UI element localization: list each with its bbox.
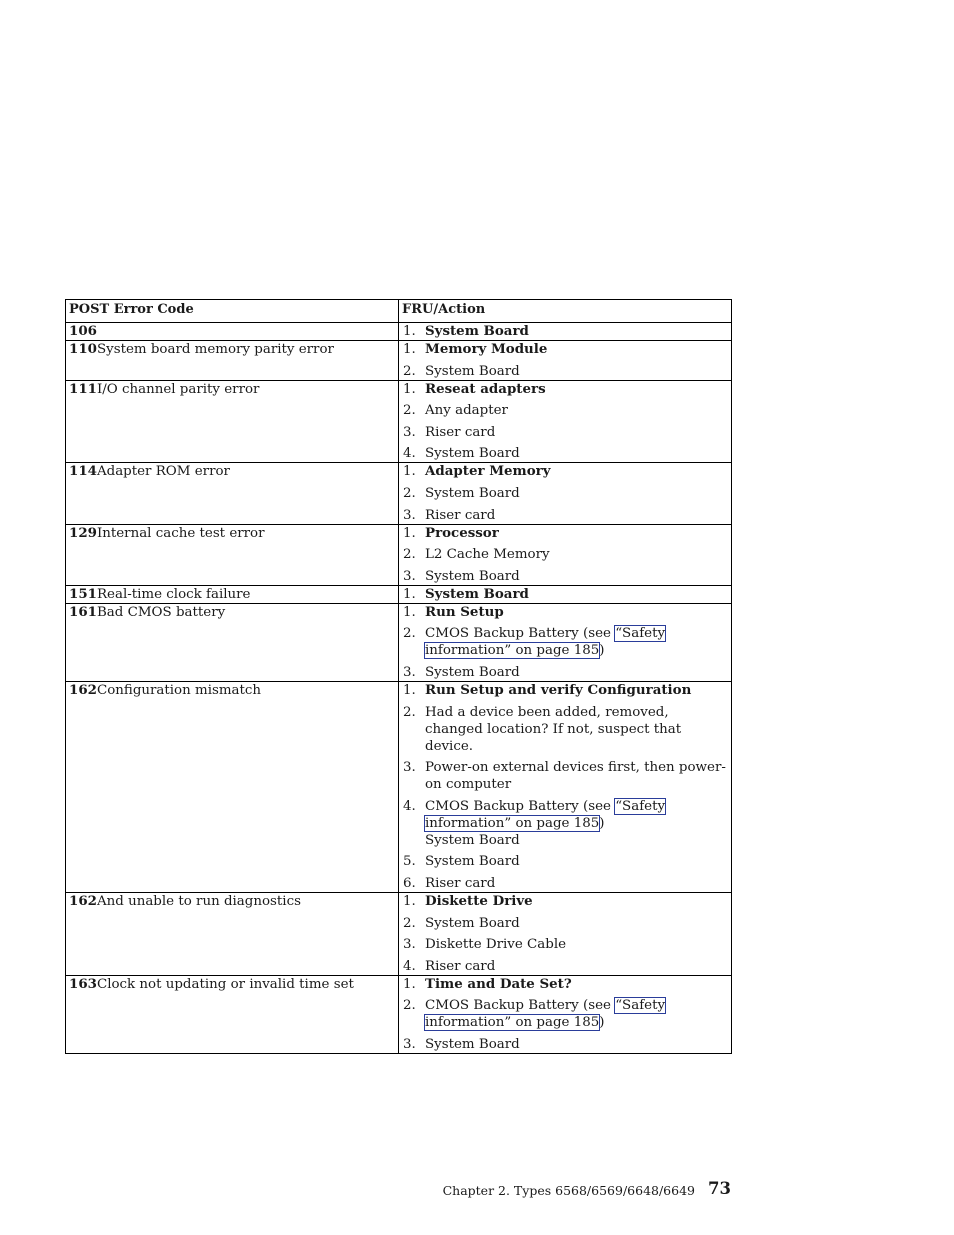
item-label: CMOS Backup Battery (see <box>425 998 616 1014</box>
item-text <box>425 853 728 870</box>
item-label-suffix: ) <box>599 815 605 831</box>
error-code: 106 <box>69 323 97 339</box>
fru-action-list <box>402 976 728 1053</box>
item-text <box>425 625 728 659</box>
item-text <box>425 704 728 755</box>
item-label: Adapter Memory <box>425 463 551 480</box>
item-label: L2 Cache Memory <box>425 547 550 563</box>
list-item <box>402 568 728 585</box>
list-item <box>402 625 728 659</box>
item-label: Diskette Drive <box>425 892 533 909</box>
item-text <box>425 586 728 603</box>
fru-action-cell <box>399 524 732 585</box>
item-number: 2. <box>403 363 416 379</box>
item-text <box>425 958 728 975</box>
list-item <box>402 402 728 419</box>
list-item <box>402 936 728 953</box>
list-item <box>402 463 728 480</box>
item-text <box>425 893 728 910</box>
item-number: 3. <box>403 664 416 680</box>
list-item <box>402 445 728 462</box>
error-code: 129 <box>69 524 97 541</box>
fru-action-cell <box>399 603 732 681</box>
fru-action-list <box>402 604 728 681</box>
post-error-table <box>65 299 732 1054</box>
item-number: 1. <box>403 381 416 397</box>
list-item <box>402 915 728 932</box>
error-description: And unable to run diagnostics <box>96 893 301 909</box>
error-code: 114 <box>69 463 97 480</box>
table-row <box>66 975 732 1053</box>
item-number: 3. <box>403 568 416 584</box>
item-label: Riser card <box>425 875 496 891</box>
fru-action-cell <box>399 681 732 892</box>
list-item <box>402 323 728 340</box>
item-extra-text: System Board <box>425 832 520 848</box>
item-text <box>425 875 728 892</box>
table-row <box>66 323 732 341</box>
item-number: 4. <box>403 958 416 974</box>
footer-page-number: 73 <box>708 1179 731 1198</box>
item-text <box>425 1036 728 1053</box>
item-label-suffix: ) <box>599 1015 605 1031</box>
error-description: Internal cache test error <box>96 525 265 541</box>
item-label: System Board <box>425 568 520 584</box>
list-item <box>402 546 728 563</box>
item-text <box>425 402 728 419</box>
list-item <box>402 704 728 755</box>
item-text <box>425 759 728 793</box>
item-text <box>425 682 728 699</box>
list-item <box>402 525 728 542</box>
table-body <box>66 323 732 1054</box>
item-number: 1. <box>403 682 416 698</box>
item-label: System Board <box>425 1036 520 1052</box>
list-item <box>402 1036 728 1053</box>
item-label: Time and Date Set? <box>425 975 572 992</box>
item-number: 3. <box>403 760 416 776</box>
list-item <box>402 664 728 681</box>
item-number: 1. <box>403 525 416 541</box>
list-item <box>402 798 728 849</box>
error-code-cell <box>66 323 399 341</box>
item-number: 3. <box>403 1036 416 1052</box>
error-code-cell <box>66 463 399 524</box>
list-item <box>402 424 728 441</box>
fru-action-cell <box>399 892 732 975</box>
item-text <box>425 525 728 542</box>
error-code: 161 <box>69 603 97 620</box>
item-text <box>425 604 728 621</box>
item-label: Run Setup and verify Configuration <box>425 681 692 698</box>
item-label: Run Setup <box>425 603 504 620</box>
item-label: Power-on external devices first, then power-on computer <box>425 760 726 793</box>
fru-action-list <box>402 586 728 603</box>
item-label: Processor <box>425 524 499 541</box>
error-code: 162 <box>69 681 97 698</box>
item-label: System Board <box>425 446 520 462</box>
list-item <box>402 853 728 870</box>
fru-action-cell <box>399 380 732 463</box>
item-number: 5. <box>403 854 416 870</box>
list-item <box>402 682 728 699</box>
item-label: CMOS Backup Battery (see <box>425 798 616 814</box>
item-number: 3. <box>403 424 416 440</box>
item-label-suffix: ) <box>599 643 605 659</box>
item-label: Any adapter <box>425 403 508 419</box>
error-code: 110 <box>69 341 97 357</box>
list-item <box>402 363 728 380</box>
error-code-cell <box>66 603 399 681</box>
item-label: Memory Module <box>425 341 548 357</box>
fru-action-list <box>402 323 728 340</box>
item-label: System Board <box>425 664 520 680</box>
list-item <box>402 976 728 993</box>
error-code-cell <box>66 892 399 975</box>
item-number: 4. <box>403 798 416 814</box>
item-text <box>425 485 728 502</box>
item-text <box>425 997 728 1031</box>
item-label: Riser card <box>425 424 496 440</box>
item-number: 1. <box>403 464 416 480</box>
error-description: I/O channel parity error <box>96 381 260 397</box>
item-label: CMOS Backup Battery (see <box>425 626 616 642</box>
list-item <box>402 875 728 892</box>
item-number: 1. <box>403 342 416 357</box>
list-item <box>402 341 728 358</box>
item-number: 2. <box>403 704 416 720</box>
error-code: 151 <box>69 585 97 602</box>
fru-action-list <box>402 381 728 463</box>
error-description: Configuration mismatch <box>96 682 262 698</box>
item-label: Riser card <box>425 958 496 974</box>
item-text <box>425 546 728 563</box>
item-number: 4. <box>403 446 416 462</box>
error-code-cell <box>66 341 399 381</box>
table-row <box>66 524 732 585</box>
list-item <box>402 759 728 793</box>
item-number: 1. <box>403 586 416 602</box>
safety-information-link[interactable]: “Safety information” on page 185 <box>425 998 666 1031</box>
error-description: System board memory parity error <box>96 342 334 357</box>
item-text <box>425 445 728 462</box>
item-label: System Board <box>425 854 520 870</box>
item-number: 3. <box>403 507 416 523</box>
item-text <box>425 568 728 585</box>
fru-action-cell <box>399 341 732 381</box>
item-number: 1. <box>403 976 416 992</box>
list-item <box>402 507 728 524</box>
table-row <box>66 463 732 524</box>
item-number: 2. <box>403 998 416 1014</box>
list-item <box>402 586 728 603</box>
safety-information-link[interactable]: “Safety information” on page 185 <box>425 626 666 659</box>
item-text <box>425 507 728 524</box>
item-label: Reseat adapters <box>425 380 546 397</box>
item-text <box>425 323 728 340</box>
fru-action-cell <box>399 323 732 341</box>
error-code-cell <box>66 380 399 463</box>
fru-action-list <box>402 525 728 585</box>
list-item <box>402 893 728 910</box>
error-description: Adapter ROM error <box>96 464 230 480</box>
fru-action-list <box>402 682 728 892</box>
list-item <box>402 604 728 621</box>
error-description: Real-time clock failure <box>96 586 251 602</box>
item-label: System Board <box>425 363 520 379</box>
item-label: System Board <box>425 323 529 339</box>
item-number: 6. <box>403 875 416 891</box>
column-header-post-error-code: POST Error Code <box>66 300 399 323</box>
error-code: 162 <box>69 892 97 909</box>
item-number: 2. <box>403 915 416 931</box>
item-label: Had a device been added, removed, changed location? If not, suspect that device. <box>425 704 682 754</box>
list-item <box>402 485 728 502</box>
item-text <box>425 424 728 441</box>
item-number: 1. <box>403 893 416 909</box>
table-header-row <box>66 300 732 323</box>
error-code-cell <box>66 975 399 1053</box>
error-code: 111 <box>69 380 97 397</box>
item-text <box>425 915 728 932</box>
item-text <box>425 381 728 398</box>
item-text <box>425 363 728 380</box>
item-number: 1. <box>403 324 416 339</box>
fru-action-cell <box>399 585 732 603</box>
table-row <box>66 681 732 892</box>
fru-action-cell <box>399 975 732 1053</box>
error-code-cell <box>66 524 399 585</box>
item-number: 2. <box>403 485 416 501</box>
error-code-cell <box>66 585 399 603</box>
item-label: Diskette Drive Cable <box>425 937 567 953</box>
column-header-fru-action: FRU/Action <box>399 300 732 323</box>
safety-information-link[interactable]: “Safety information” on page 185 <box>425 798 666 831</box>
table-row <box>66 603 732 681</box>
table-row <box>66 341 732 381</box>
fru-action-list <box>402 463 728 523</box>
item-text <box>425 664 728 681</box>
table-row <box>66 892 732 975</box>
error-code: 163 <box>69 975 97 992</box>
error-description: Clock not updating or invalid time set <box>96 976 354 992</box>
fru-action-list <box>402 341 728 380</box>
item-number: 3. <box>403 937 416 953</box>
item-label: System Board <box>425 485 520 501</box>
fru-action-cell <box>399 463 732 524</box>
list-item <box>402 958 728 975</box>
item-text <box>425 341 728 358</box>
item-number: 2. <box>403 626 416 642</box>
item-text <box>425 936 728 953</box>
table-row <box>66 585 732 603</box>
item-label: System Board <box>425 915 520 931</box>
error-description: Bad CMOS battery <box>96 604 226 620</box>
item-number: 1. <box>403 604 416 620</box>
list-item <box>402 381 728 398</box>
fru-action-list <box>402 893 728 975</box>
table-row <box>66 380 732 463</box>
list-item <box>402 997 728 1031</box>
error-code-cell <box>66 681 399 892</box>
item-text <box>425 463 728 480</box>
item-label: System Board <box>425 585 529 602</box>
item-number: 2. <box>403 547 416 563</box>
item-number: 2. <box>403 403 416 419</box>
item-text <box>425 798 728 849</box>
item-label: Riser card <box>425 507 496 523</box>
item-text <box>425 976 728 993</box>
footer-chapter-title: Chapter 2. Types 6568/6569/6648/6649 <box>442 1183 695 1198</box>
